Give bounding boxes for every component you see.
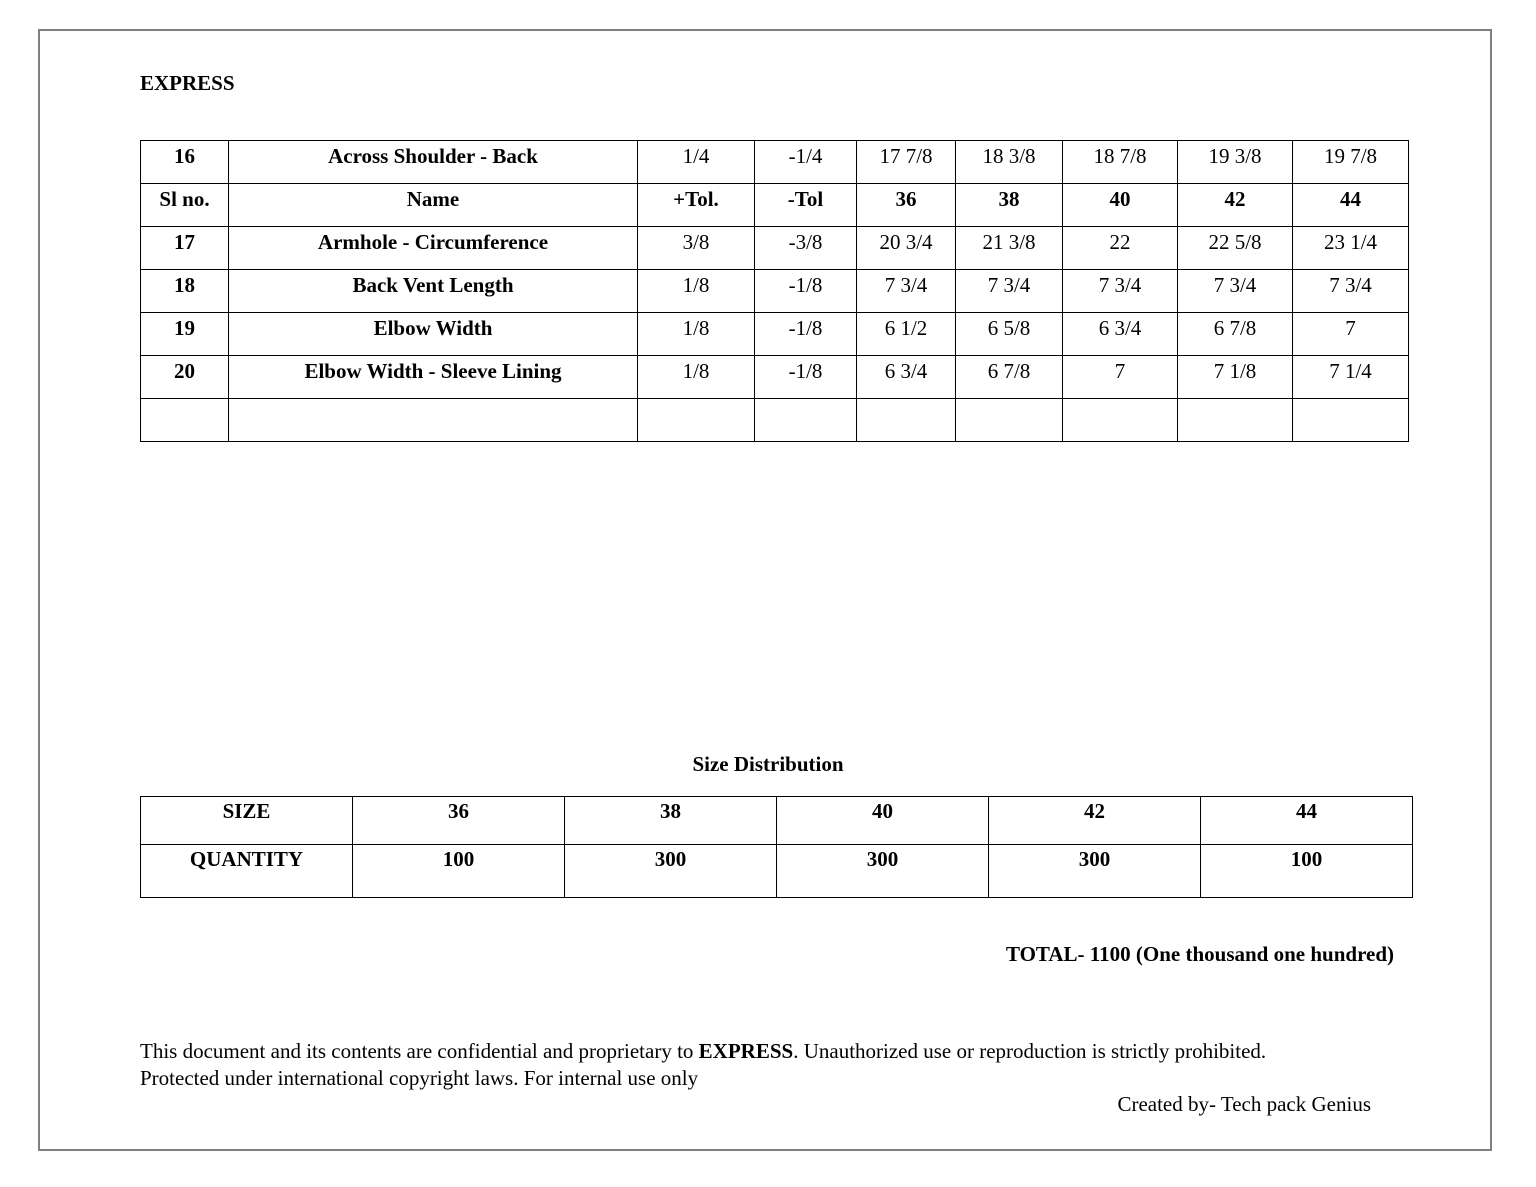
size-40-cell: 22 (1063, 227, 1178, 270)
measurement-name-cell: Across Shoulder - Back (229, 141, 638, 184)
size-42-cell: 7 3/4 (1178, 270, 1293, 313)
tol-minus-cell: -1/8 (755, 313, 857, 356)
header-tol-minus: -Tol (755, 184, 857, 227)
sl-no-cell (141, 399, 229, 442)
notice-prefix: This document and its contents are confidential and proprietary to (140, 1039, 699, 1063)
measurement-name-cell: Elbow Width (229, 313, 638, 356)
measurement-name-cell (229, 399, 638, 442)
tol-plus-cell: 1/8 (638, 356, 755, 399)
size-cell: 44 (1201, 797, 1413, 845)
size-38-cell: 6 5/8 (956, 313, 1063, 356)
size-44-cell: 7 (1293, 313, 1409, 356)
spec-row (141, 141, 1409, 184)
size-44-cell: 19 7/8 (1293, 141, 1409, 184)
measurement-name-cell: Elbow Width - Sleeve Lining (229, 356, 638, 399)
measurement-spec-table (140, 140, 1409, 442)
tol-minus-cell: -1/4 (755, 141, 857, 184)
created-by-credit: Created by- Tech pack Genius (1117, 1092, 1371, 1116)
size-36-cell: 6 1/2 (857, 313, 956, 356)
brand-header: EXPRESS (140, 71, 235, 95)
size-38-cell (956, 399, 1063, 442)
size-40-cell: 6 3/4 (1063, 313, 1178, 356)
size-44-cell: 7 1/4 (1293, 356, 1409, 399)
sl-no-cell: 19 (141, 313, 229, 356)
size-cell: 42 (989, 797, 1201, 845)
tol-plus-cell: 1/8 (638, 270, 755, 313)
tol-minus-cell: -3/8 (755, 227, 857, 270)
size-38-cell: 6 7/8 (956, 356, 1063, 399)
size-40-cell: 7 3/4 (1063, 270, 1178, 313)
tol-plus-cell (638, 399, 755, 442)
spec-row-empty (141, 399, 1409, 442)
notice-suffix: . Unauthorized use or reproduction is strictly prohibited. (793, 1039, 1267, 1063)
quantity-label-cell: QUANTITY (141, 845, 353, 898)
header-size-40: 40 (1063, 184, 1178, 227)
spec-header-row (141, 184, 1409, 227)
sl-no-cell: 20 (141, 356, 229, 399)
measurement-name-cell: Armhole - Circumference (229, 227, 638, 270)
quantity-cell: 100 (353, 845, 565, 898)
size-44-cell: 23 1/4 (1293, 227, 1409, 270)
tol-minus-cell: -1/8 (755, 356, 857, 399)
size-42-cell: 7 1/8 (1178, 356, 1293, 399)
tol-minus-cell: -1/8 (755, 270, 857, 313)
size-36-cell (857, 399, 956, 442)
quantity-cell: 300 (777, 845, 989, 898)
size-42-cell (1178, 399, 1293, 442)
confidentiality-notice (140, 1038, 1420, 1092)
tol-plus-cell: 1/8 (638, 313, 755, 356)
size-42-cell: 19 3/8 (1178, 141, 1293, 184)
header-sl-no: Sl no. (141, 184, 229, 227)
quantity-cell: 100 (1201, 845, 1413, 898)
size-40-cell: 7 (1063, 356, 1178, 399)
size-42-cell: 6 7/8 (1178, 313, 1293, 356)
tol-plus-cell: 1/4 (638, 141, 755, 184)
header-tol-plus: +Tol. (638, 184, 755, 227)
measurement-name-cell: Back Vent Length (229, 270, 638, 313)
size-row (141, 797, 1413, 845)
quantity-row (141, 845, 1413, 898)
header-size-38: 38 (956, 184, 1063, 227)
sl-no-cell: 18 (141, 270, 229, 313)
spec-row (141, 227, 1409, 270)
notice-brand: EXPRESS (698, 1039, 794, 1063)
sl-no-cell: 16 (141, 141, 229, 184)
spec-row (141, 270, 1409, 313)
size-42-cell: 22 5/8 (1178, 227, 1293, 270)
size-36-cell: 6 3/4 (857, 356, 956, 399)
size-36-cell: 20 3/4 (857, 227, 956, 270)
header-size-36: 36 (857, 184, 956, 227)
size-label-cell: SIZE (141, 797, 353, 845)
spec-row (141, 313, 1409, 356)
total-quantity: TOTAL- 1100 (One thousand one hundred) (1005, 942, 1394, 966)
tol-minus-cell (755, 399, 857, 442)
size-36-cell: 17 7/8 (857, 141, 956, 184)
size-cell: 40 (777, 797, 989, 845)
notice-line2: Protected under international copyright laws. For internal use only (140, 1066, 699, 1090)
size-cell: 36 (353, 797, 565, 845)
quantity-cell: 300 (989, 845, 1201, 898)
size-distribution-table (140, 796, 1413, 898)
size-40-cell (1063, 399, 1178, 442)
sl-no-cell: 17 (141, 227, 229, 270)
size-44-cell: 7 3/4 (1293, 270, 1409, 313)
tol-plus-cell: 3/8 (638, 227, 755, 270)
spec-row (141, 356, 1409, 399)
size-cell: 38 (565, 797, 777, 845)
header-name: Name (229, 184, 638, 227)
header-size-44: 44 (1293, 184, 1409, 227)
size-36-cell: 7 3/4 (857, 270, 956, 313)
size-40-cell: 18 7/8 (1063, 141, 1178, 184)
size-38-cell: 7 3/4 (956, 270, 1063, 313)
size-38-cell: 21 3/8 (956, 227, 1063, 270)
size-distribution-title: Size Distribution (692, 752, 844, 776)
size-44-cell (1293, 399, 1409, 442)
quantity-cell: 300 (565, 845, 777, 898)
size-38-cell: 18 3/8 (956, 141, 1063, 184)
header-size-42: 42 (1178, 184, 1293, 227)
